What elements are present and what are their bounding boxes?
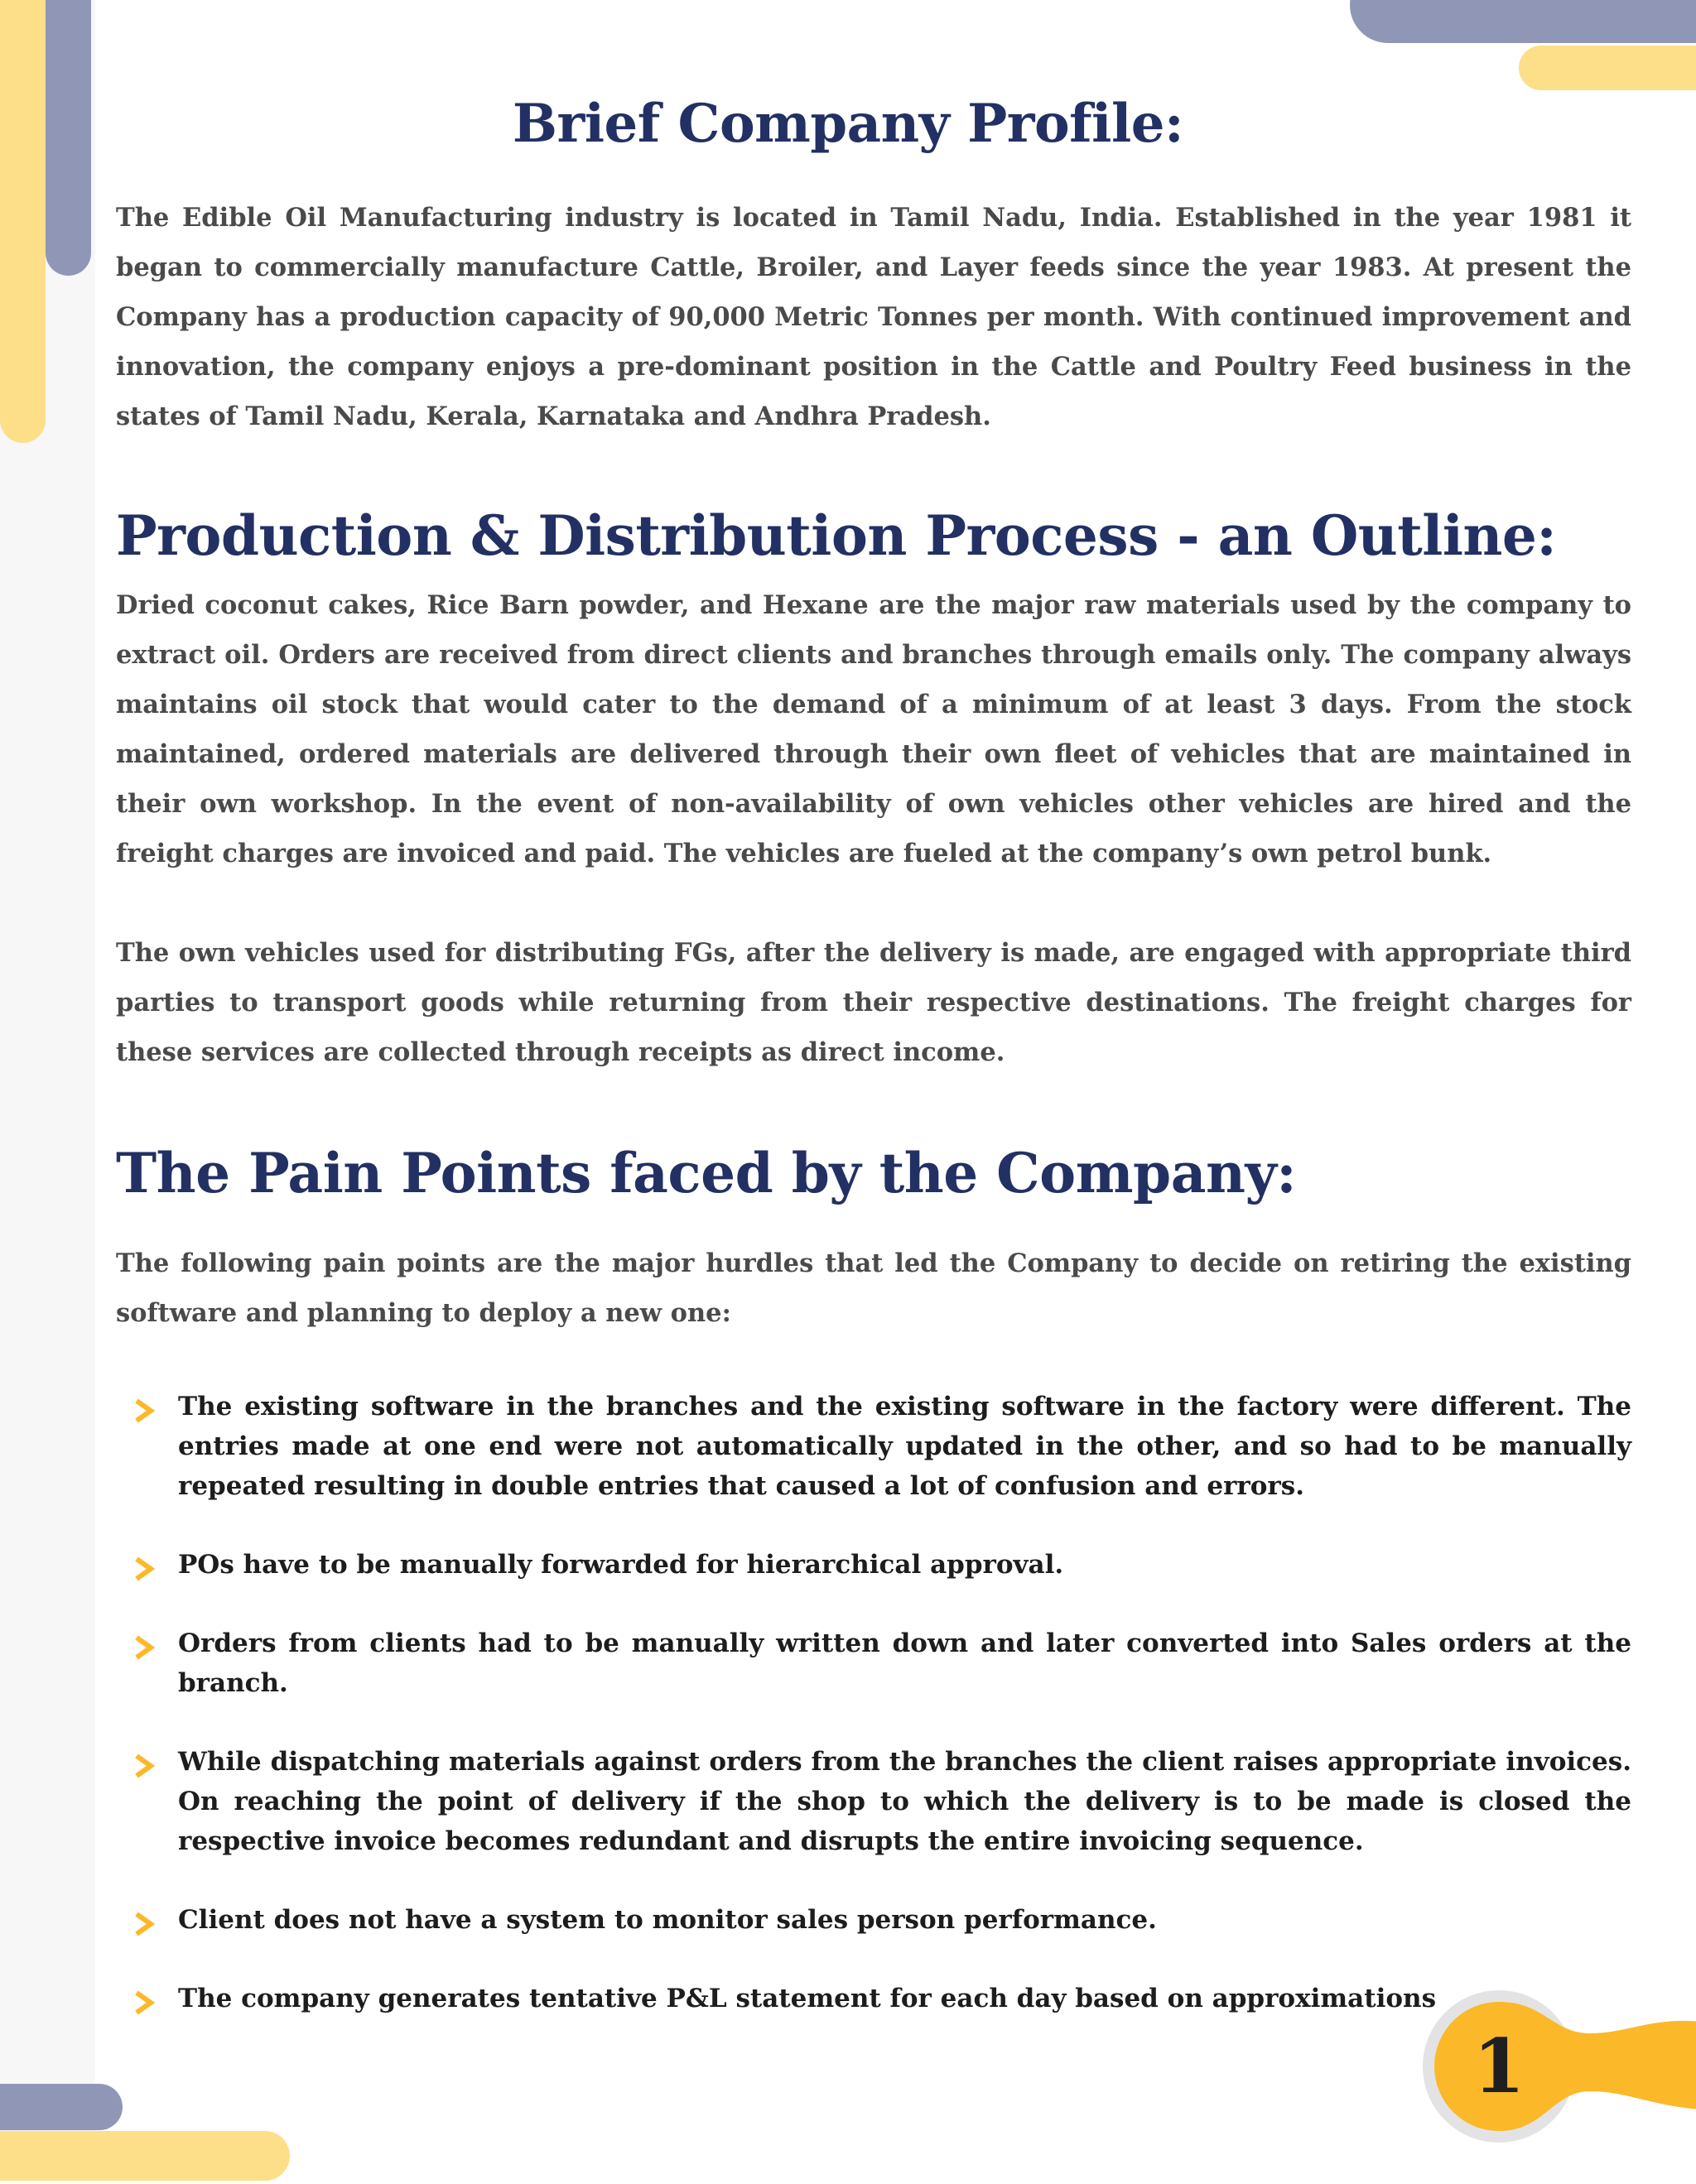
company-profile-paragraph: The Edible Oil Manufacturing industry is located in Tamil Nadu, India. Established in the year 1981 it began to commercially manufacture Cattle, Broiler, and Layer feeds since the year 1983. At present the Company has a production capacity of 90,000 Metric Tonnes per month. With continued improvement and innovation, the company enjoys a pre-dominant position in the Cattle and Poultry Feed business in the states of Tamil Nadu, Kerala, Karnataka and Andhra Pradesh. bbox=[116, 203, 1631, 431]
pain-point-text: Orders from clients had to be manually written down and later converted into Sales orders at the branch. bbox=[178, 1628, 1631, 1698]
decor-bar-top-right-gray bbox=[1350, 0, 1696, 43]
chevron-right-icon bbox=[131, 1556, 156, 1581]
pain-point-text: The company generates tentative P&L statement for each day based on approximations bbox=[178, 1984, 1437, 2013]
chevron-right-icon bbox=[131, 1398, 156, 1423]
chevron-right-icon bbox=[131, 1912, 156, 1936]
page-number: 1 bbox=[1472, 2023, 1525, 2110]
chevron-right-icon bbox=[131, 1635, 156, 1660]
pain-points-intro: The following pain points are the major hurdles that led the Company to decide on retiring the existing software and planning to deploy a new one: bbox=[116, 1248, 1631, 1328]
list-item bbox=[116, 1387, 1631, 1506]
process-paragraph-1: Dried coconut cakes, Rice Barn powder, and Hexane are the major raw materials used by the company to extract oil. Orders are received from direct clients and branches through emails only. The company always maintains oil stock that would cater to the demand of a minimum of at least 3 days. From the stock maintained, ordered materials are delivered through their own fleet of vehicles that are maintained in their own workshop. In the event of non-availability of own vehicles other vehicles are hired and the freight charges are invoiced and paid. The vehicles are fueled at the company’s own petrol bunk. bbox=[116, 590, 1631, 868]
decor-bar-bottom-left-gray bbox=[0, 2084, 123, 2130]
process-paragraph-2: The own vehicles used for distributing FGs, after the delivery is made, are engaged with appropriate third parties to transport goods while returning from their respective destinations. The freight charges for these services are collected through receipts as direct income. bbox=[116, 938, 1631, 1067]
list-item bbox=[116, 1979, 1631, 2018]
pain-point-text: Client does not have a system to monitor sales person performance. bbox=[178, 1905, 1157, 1935]
chevron-right-icon bbox=[131, 1753, 156, 1778]
pain-point-text: The existing software in the branches and the existing software in the factory were different. The entries made at one end were not automatically updated in the other, and so had to be manually repeated resulting in double entries that caused a lot of confusion and errors. bbox=[178, 1392, 1631, 1501]
list-item bbox=[116, 1545, 1631, 1585]
list-item bbox=[116, 1900, 1631, 1940]
pain-point-text: While dispatching materials against orders from the branches the client raises appropriate invoices. On reaching the point of delivery if the shop to which the delivery is to be made is closed the respective invoice becomes redundant and disrupts the entire invoicing sequence. bbox=[178, 1747, 1631, 1856]
list-item bbox=[116, 1742, 1631, 1861]
pain-points-list bbox=[116, 1387, 1631, 2057]
section-title-process-outline: Production & Distribution Process - an Outline: bbox=[116, 503, 1557, 568]
list-item bbox=[116, 1624, 1631, 1703]
pain-point-text: POs have to be manually forwarded for hierarchical approval. bbox=[178, 1550, 1064, 1580]
section-title-company-profile: Brief Company Profile: bbox=[512, 93, 1184, 155]
decor-bar-left-yellow bbox=[0, 0, 46, 443]
decor-bar-top-right-yellow bbox=[1519, 46, 1696, 90]
decor-bar-bottom-left-yellow bbox=[0, 2131, 290, 2181]
chevron-right-icon bbox=[131, 1990, 156, 2015]
section-title-pain-points: The Pain Points faced by the Company: bbox=[116, 1141, 1297, 1205]
